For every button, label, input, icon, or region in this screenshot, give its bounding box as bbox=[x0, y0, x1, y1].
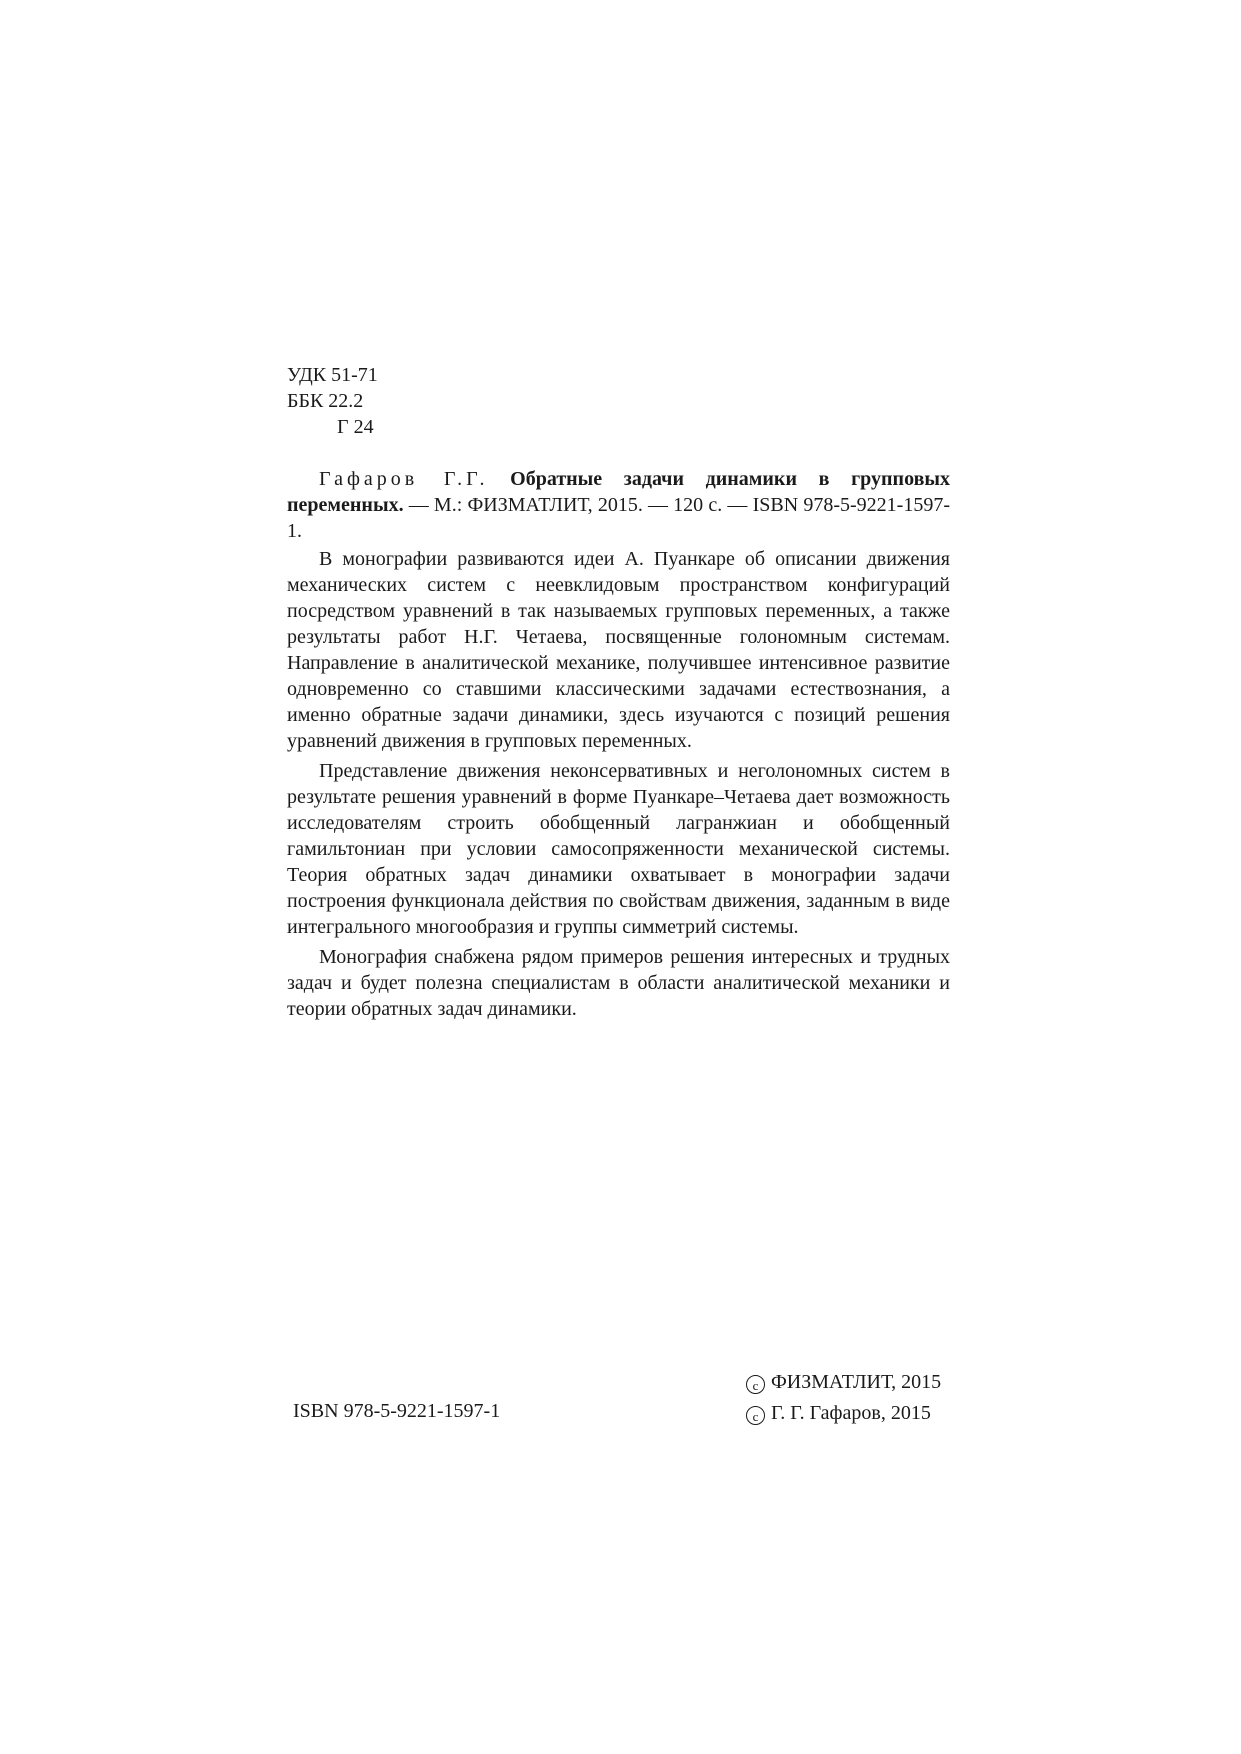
abstract-paragraph: В монографии развиваются идеи А. Пуанкаре об описании движения механических систем с неевклидовым пространством конфигураций посредством уравнений в так называемых групповых переменных, а также результаты работ Н.Г. Четаева, посвященные голономным системам. Направление в аналитической механике, получившее интенсивное развитие одновременно со ставшими классическими задачами естествознания, а именно обратные задачи динамики, здесь изучаются с позиций решения уравнений движения в групповых переменных. bbox=[287, 548, 950, 752]
bbk-code: ББК 22.2 bbox=[287, 390, 364, 412]
book-title: Обратные задачи динамики в групповых переменных. bbox=[287, 468, 950, 516]
abstract-paragraph: Представление движения неконсервативных и неголономных систем в результате решения уравнений в форме Пуанкаре–Четаева дает возможность исследователям строить обобщенный лагранжиан и обобщенный гамильтониан при условии самосопряженности механической системы. Теория обратных задач динамики охватывает в монографии задачи построения функционала действия по свойствам движения, заданным в виде интегрального многообразия и группы симметрий системы. bbox=[287, 760, 950, 938]
copyright-publisher: ФИЗМАТЛИТ, 2015 bbox=[771, 1371, 942, 1393]
copyright-block bbox=[746, 1367, 941, 1429]
abstract-paragraph: Монография снабжена рядом примеров решения интересных и трудных задач и будет полезна специалистам в области аналитической механики и теории обратных задач динамики. bbox=[287, 946, 950, 1020]
copyright-icon: c bbox=[746, 1406, 765, 1425]
author-mark: Г 24 bbox=[337, 416, 374, 438]
copyright-author-line bbox=[746, 1398, 941, 1429]
classification-codes bbox=[287, 362, 378, 440]
abstract bbox=[287, 546, 950, 1026]
publication-info: — М.: ФИЗМАТЛИТ, 2015. — 120 с. — ISBN 978-5-9221-1597-1. bbox=[287, 494, 950, 542]
bibliographic-entry bbox=[287, 466, 950, 544]
copyright-author: Г. Г. Гафаров, 2015 bbox=[771, 1402, 931, 1424]
udk-code: УДК 51-71 bbox=[287, 364, 378, 386]
author-name: Гафаров Г.Г. bbox=[319, 468, 489, 490]
isbn-number: ISBN 978-5-9221-1597-1 bbox=[293, 1400, 501, 1422]
copyright-publisher-line bbox=[746, 1367, 941, 1398]
copyright-icon: c bbox=[746, 1375, 765, 1394]
